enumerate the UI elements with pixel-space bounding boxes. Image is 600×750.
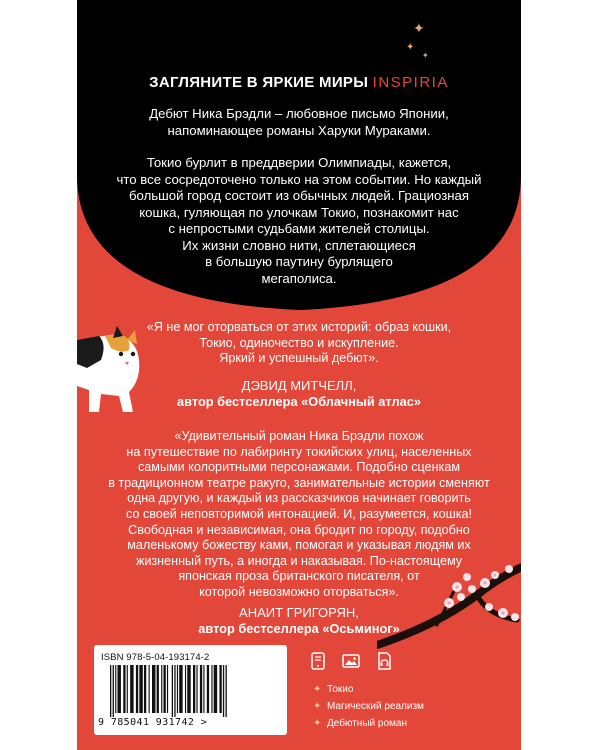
genre-tag-label: Токио — [327, 684, 354, 695]
star-icon: ✦ — [313, 701, 322, 712]
blurb-intro — [77, 106, 521, 139]
barcode-icon — [108, 665, 273, 717]
sparkle-icon: ✦ — [406, 42, 415, 53]
quote-line: со своей неповторимой интонацией. И, разумеется, кошка! — [126, 506, 472, 521]
series-header — [77, 74, 521, 91]
quote-line: самыми колоритными персонажами. Подобно сценкам — [137, 460, 460, 475]
quote-line: «Удивительный роман Ника Брэдли похож — [174, 429, 424, 443]
image-icon — [342, 652, 360, 670]
quote-line: в традиционном театре ракуго, занимательные истории сменяют — [108, 475, 490, 490]
quote-line: «Я не мог оторваться от этих историй: образ кошки, — [146, 320, 452, 334]
blurb-line: Дебют Ника Брэдли – любовное письмо Японии, — [149, 106, 449, 121]
ebook-icon — [309, 652, 327, 670]
star-icon: ✦ — [313, 718, 322, 729]
quote-line: которой невозможно оторваться». — [199, 584, 399, 599]
series-brand: INSPIRIA — [372, 74, 449, 91]
audiobook-icon — [375, 652, 393, 670]
quote-line: на путешествие по лабиринту токийских улиц, населенных — [126, 444, 472, 459]
quote-author: ДЭВИД МИТЧЕЛЛ, — [241, 378, 357, 393]
cat-illustration — [77, 320, 147, 415]
blurb-line: Токио бурлит в преддверии Олимпиады, кажется, — [146, 155, 452, 170]
blurb-line: в большую паутину бурлящего — [205, 254, 393, 269]
back-cover — [77, 0, 521, 750]
sparkle-icon: ✦ — [413, 21, 425, 37]
blurb-line: мегаполиса. — [261, 270, 337, 286]
quote-line: Яркий и успешный дебют». — [219, 351, 379, 366]
quote-author: АНАИТ ГРИГОРЯН, — [239, 605, 359, 620]
series-header-text: ЗАГЛЯНИТЕ В ЯРКИЕ МИРЫ — [149, 74, 369, 91]
genre-tag-label: Дебютный роман — [327, 718, 407, 729]
sparkle-icon: ✦ — [422, 51, 429, 60]
quote-line: маленькому божеству ками, помогая и указывая людям их — [127, 538, 471, 553]
blurb-line: кошка, гуляющая по улочкам Токио, познакомит нас — [139, 204, 459, 220]
blurb-line: большой город состоит из обычных людей. Грациозная — [129, 188, 469, 203]
blurb-line: с непростыми судьбами жителей столицы. — [168, 221, 430, 236]
barcode-panel — [94, 645, 287, 735]
quote-line: Токио, одиночество и искупление. — [199, 335, 399, 350]
quote-author-role: автор бестселлера «Облачный атлас» — [177, 394, 421, 409]
quote-line: одна другую, и каждый из рассказчиков начинает говорить — [127, 491, 471, 506]
quote-line: жизненный путь, а иногда и наказывая. По-настоящему — [135, 553, 463, 568]
barcode-digits: 9 785041 931742 > — [98, 717, 208, 728]
blurb-body — [77, 155, 521, 287]
genre-tag-label: Магический реализм — [327, 701, 424, 712]
star-icon: ✦ — [313, 684, 322, 695]
quote-line: Свободная и независимая, она бродит по городу, подобно — [128, 522, 470, 537]
quote-author-role: автор бестселлера «Осьминог» — [198, 621, 400, 636]
blurb-line: Их жизни словно нити, сплетающиеся — [182, 237, 416, 253]
blurb-line: напоминающее романы Харуки Мураками. — [167, 122, 431, 138]
quote-line: японская проза британского писателя, от — [178, 569, 420, 584]
sakura-branch-illustration — [377, 525, 521, 655]
isbn-label: ISBN 978-5-04-193174-2 — [101, 652, 210, 663]
blurb-line: что все сосредоточено только на этом событии. Но каждый — [116, 171, 482, 187]
